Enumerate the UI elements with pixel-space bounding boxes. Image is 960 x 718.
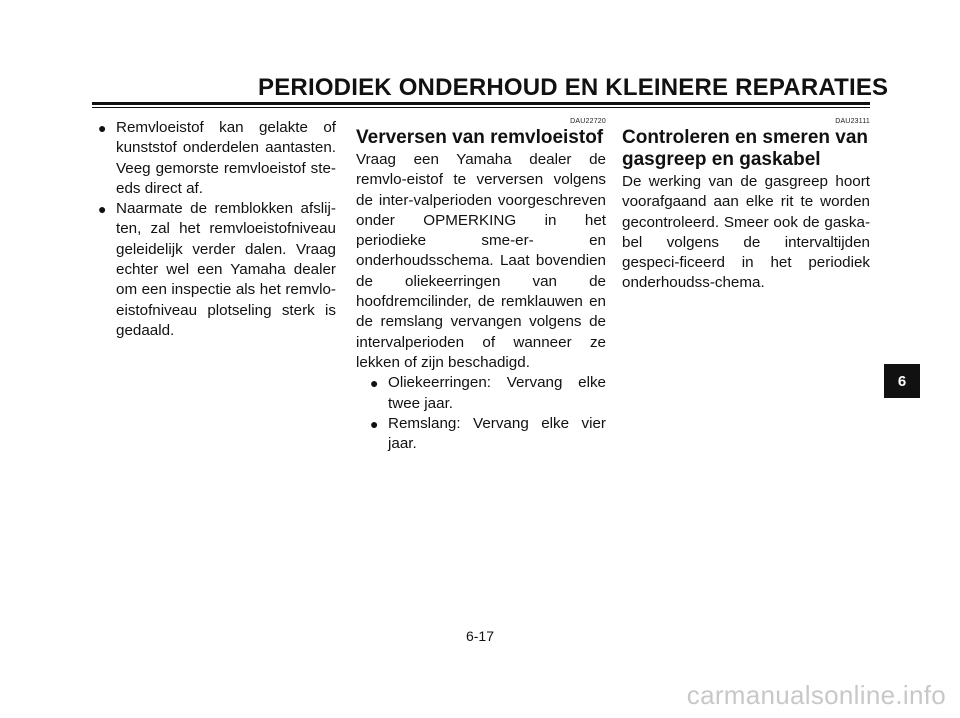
bullet-text: Oliekeerringen: Vervang elke twee jaar. [388, 374, 606, 412]
bullet-text: Naarmate de remblokken afslij-ten, zal het remvloeistofniveau geleidelijk verder dalen. Vraag echter wel een Yamaha dealer om een inspectie als het remvlo-eistofniveau plotseling sterk is gedaald. [116, 200, 336, 339]
left-column [96, 118, 336, 341]
page-number: 6-17 [465, 628, 495, 644]
bullet-item [368, 414, 606, 455]
bullet-icon: ● [370, 375, 379, 392]
watermark-text: carmanualsonline.info [686, 680, 946, 710]
middle-column [356, 118, 606, 454]
bullet-item [96, 199, 336, 341]
bullet-text: Remslang: Vervang elke vier jaar. [388, 414, 606, 453]
bullet-icon: ● [370, 415, 379, 432]
section-code: DAU22720 [570, 118, 606, 125]
bullet-icon: ● [98, 120, 107, 136]
section-body: Vraag een Yamaha dealer de remvlo-eistof te verversen volgens de inter-valperioden voorgeschreven onder OPMERKING in het periodieke sme-er- en onderhoudsschema. Laat bovendien de oliekeerringen van de hoofdremcilinder, de remklauwen en de remslang vervangen volgens de intervalperioden of wanneer ze lekken of zijn beschadigd. [356, 151, 606, 371]
right-column [622, 118, 870, 294]
header-rule [92, 102, 870, 105]
bullet-item [96, 118, 336, 199]
bullet-item [368, 373, 606, 414]
bullet-text: Remvloeistof kan gelakte of kunststof onderdelen aantasten. Veeg gemorste remvloeistof ste-eds direct af. [116, 119, 336, 197]
section-code: DAU23111 [835, 118, 870, 125]
header-rule-thin [92, 107, 870, 108]
section-heading: Verversen van remvloeistof [356, 127, 604, 148]
section-heading: Controleren en smeren van gasgreep en gaskabel [622, 127, 869, 170]
section-body: De werking van de gasgreep hoort voorafgaand aan elke rit te worden gecontroleerd. Smeer ook de gaska-bel volgens de intervaltijden gespeci-ficeerd in het periodiek onderhoudss-chema. [622, 173, 870, 292]
page-header-title: PERIODIEK ONDERHOUD EN KLEINERE REPARATIES [258, 74, 889, 101]
chapter-tab: 6 [884, 364, 920, 398]
bullet-list [356, 373, 606, 454]
bullet-icon: ● [98, 201, 107, 218]
